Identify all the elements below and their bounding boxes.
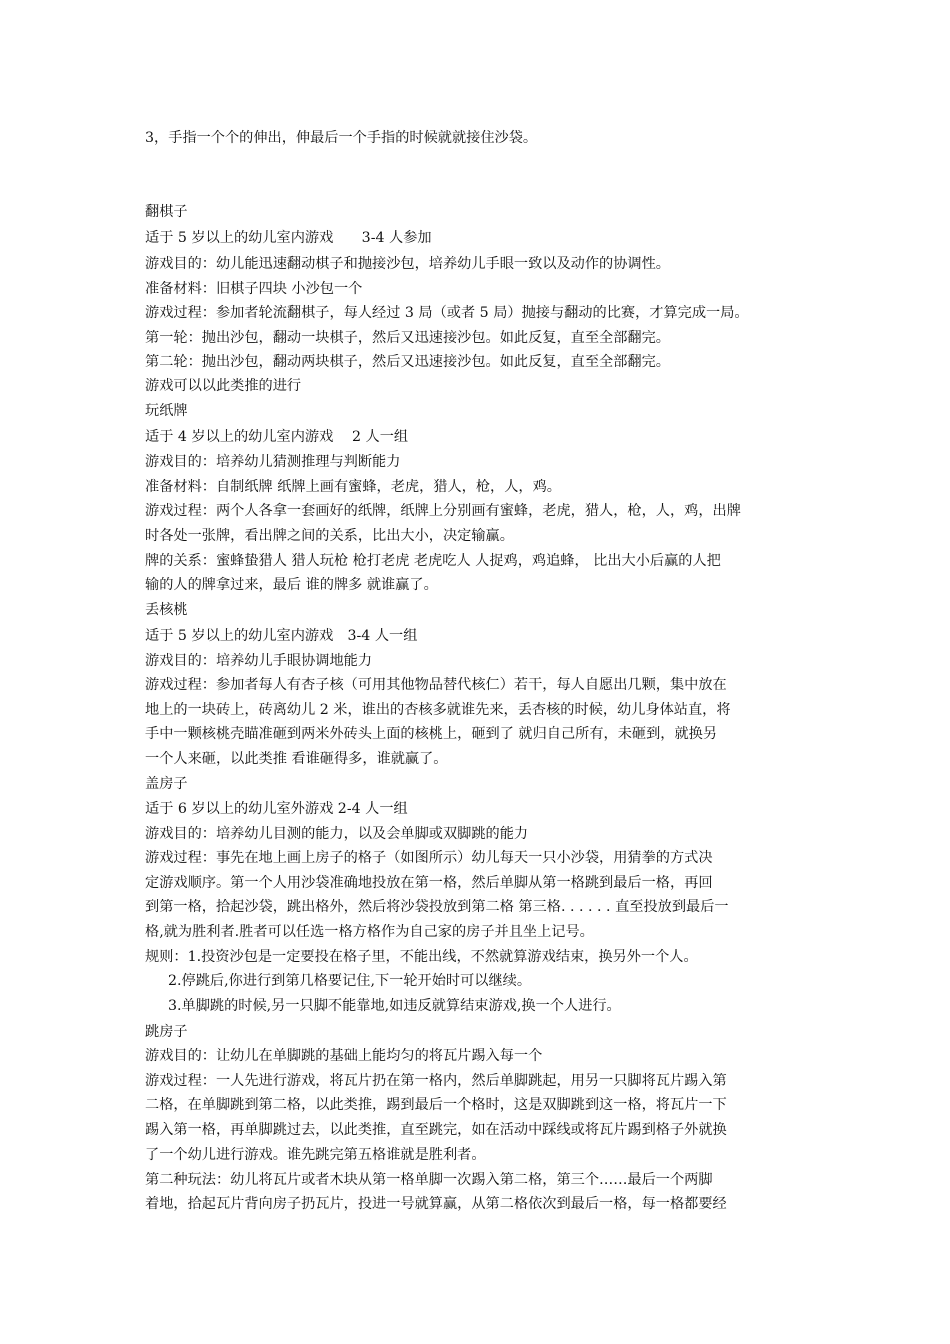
text-line: 游戏过程：一人先进行游戏，将瓦片扔在第一格内，然后单脚跳起，用另一只脚将瓦片踢入第 [145,1073,727,1089]
text-line: 了一个幼儿进行游戏。谁先跳完第五格谁就是胜利者。 [145,1147,486,1163]
text-line: 第二轮：抛出沙包，翻动两块棋子，然后又迅速接沙包。如此反复，直至全部翻完。 [145,354,670,370]
text-line: 第一轮：抛出沙包，翻动一块棋子，然后又迅速接沙包。如此反复，直至全部翻完。 [145,330,670,346]
text-line: 游戏过程：事先在地上画上房子的格子（如图所示）幼儿每天一只小沙袋，用猜拳的方式决 [145,850,713,866]
text-line: 规则：1.投资沙包是一定要投在格子里，不能出线，不然就算游戏结束，换另外一个人。 [145,949,698,965]
text-line: 一个人来砸，以此类推 看谁砸得多，谁就赢了。 [145,751,448,767]
text-line: 2.停跳后,你进行到第几格要记住,下一轮开始时可以继续。 [168,973,532,989]
text-line: 到第一格，拾起沙袋，跳出格外，然后将沙袋投放到第二格 第三格. . . . . . 直至投放到最后一 [145,899,729,915]
text-line: 适于 5 岁以上的幼儿室内游戏 3-4 人一组 [145,628,418,644]
text-line: 时各处一张牌，看出牌之间的关系，比出大小，决定输赢。 [145,528,514,544]
text-line: 游戏目的：幼儿能迅速翻动棋子和抛接沙包，培养幼儿手眼一致以及动作的协调性。 [145,256,670,272]
text-line: 准备材料：旧棋子四块 小沙包一个 [145,281,363,297]
text-line: 游戏目的：让幼儿在单脚跳的基础上能均匀的将瓦片踢入每一个 [145,1048,543,1064]
text-line: 适于 6 岁以上的幼儿室外游戏 2-4 人一组 [145,801,408,817]
text-line: 定游戏顺序。第一个人用沙袋准确地投放在第一格，然后单脚从第一格跳到最后一格，再回 [145,875,713,891]
text-line: 游戏目的：培养幼儿猜测推理与判断能力 [145,454,401,470]
section-heading: 翻棋子 [145,204,188,220]
text-line: 游戏目的：培养幼儿手眼协调地能力 [145,653,373,669]
text-line: 地上的一块砖上，砖离幼儿 2 米，谁出的杏核多就谁先来，丢杏核的时候，幼儿身体站直，将 [145,702,731,718]
text-line: 牌的关系：蜜蜂蛰猎人 猎人玩枪 枪打老虎 老虎吃人 人捉鸡，鸡追蜂， 比出大小后赢的人把 [145,553,721,569]
text-line: 格,就为胜利者.胜者可以任选一格方格作为自己家的房子并且坐上记号。 [145,924,594,940]
section-heading: 丢核桃 [145,602,188,618]
text-line: 适于 5 岁以上的幼儿室内游戏 3-4 人参加 [145,230,432,246]
text-line: 手中一颗核桃壳瞄准砸到两米外砖头上面的核桃上，砸到了 就归自己所有，未砸到，就换另 [145,726,718,742]
text-line: 输的人的牌拿过来，最后 谁的牌多 就谁赢了。 [145,577,438,593]
text-line: 第二种玩法：幼儿将瓦片或者木块从第一格单脚一次踢入第二格，第三个……最后一个两脚 [145,1172,713,1188]
text-line: 二格，在单脚跳到第二格，以此类推，踢到最后一个格时，这是双脚跳到这一格，将瓦片一下 [145,1097,727,1113]
text-line: 准备材料：自制纸牌 纸牌上画有蜜蜂，老虎，猎人，枪，人，鸡。 [145,479,561,495]
section-heading: 盖房子 [145,776,188,792]
text-line: 游戏目的：培养幼儿目测的能力，以及会单脚或双脚跳的能力 [145,826,529,842]
section-heading: 跳房子 [145,1024,188,1040]
text-line: 游戏过程：参加者每人有杏子核（可用其他物品替代核仁）若干，每人自愿出几颗，集中放在 [145,677,727,693]
text-line: 3.单脚跳的时候,另一只脚不能靠地,如违反就算结束游戏,换一个人进行。 [168,998,621,1014]
text-line: 游戏过程：两个人各拿一套画好的纸牌，纸牌上分别画有蜜蜂，老虎，猎人，枪，人，鸡，出牌 [145,503,741,519]
text-line: 游戏过程：参加者轮流翻棋子，每人经过 3 局（或者 5 局）抛接与翻动的比赛，才算完成一局。 [145,305,749,321]
text-line: 着地，拾起瓦片背向房子扔瓦片，投进一号就算赢，从第二格依次到最后一格，每一格都要经 [145,1196,727,1212]
section-heading: 玩纸牌 [145,403,188,419]
text-line: 游戏可以以此类推的进行 [145,378,302,394]
text-line: 适于 4 岁以上的幼儿室内游戏 2 人一组 [145,429,409,445]
text-line: 3，手指一个个的伸出，伸最后一个手指的时候就就接住沙袋。 [145,130,538,146]
text-line: 踢入第一格，再单脚跳过去，以此类推，直至跳完，如在活动中踩线或将瓦片踢到格子外就换 [145,1122,727,1138]
